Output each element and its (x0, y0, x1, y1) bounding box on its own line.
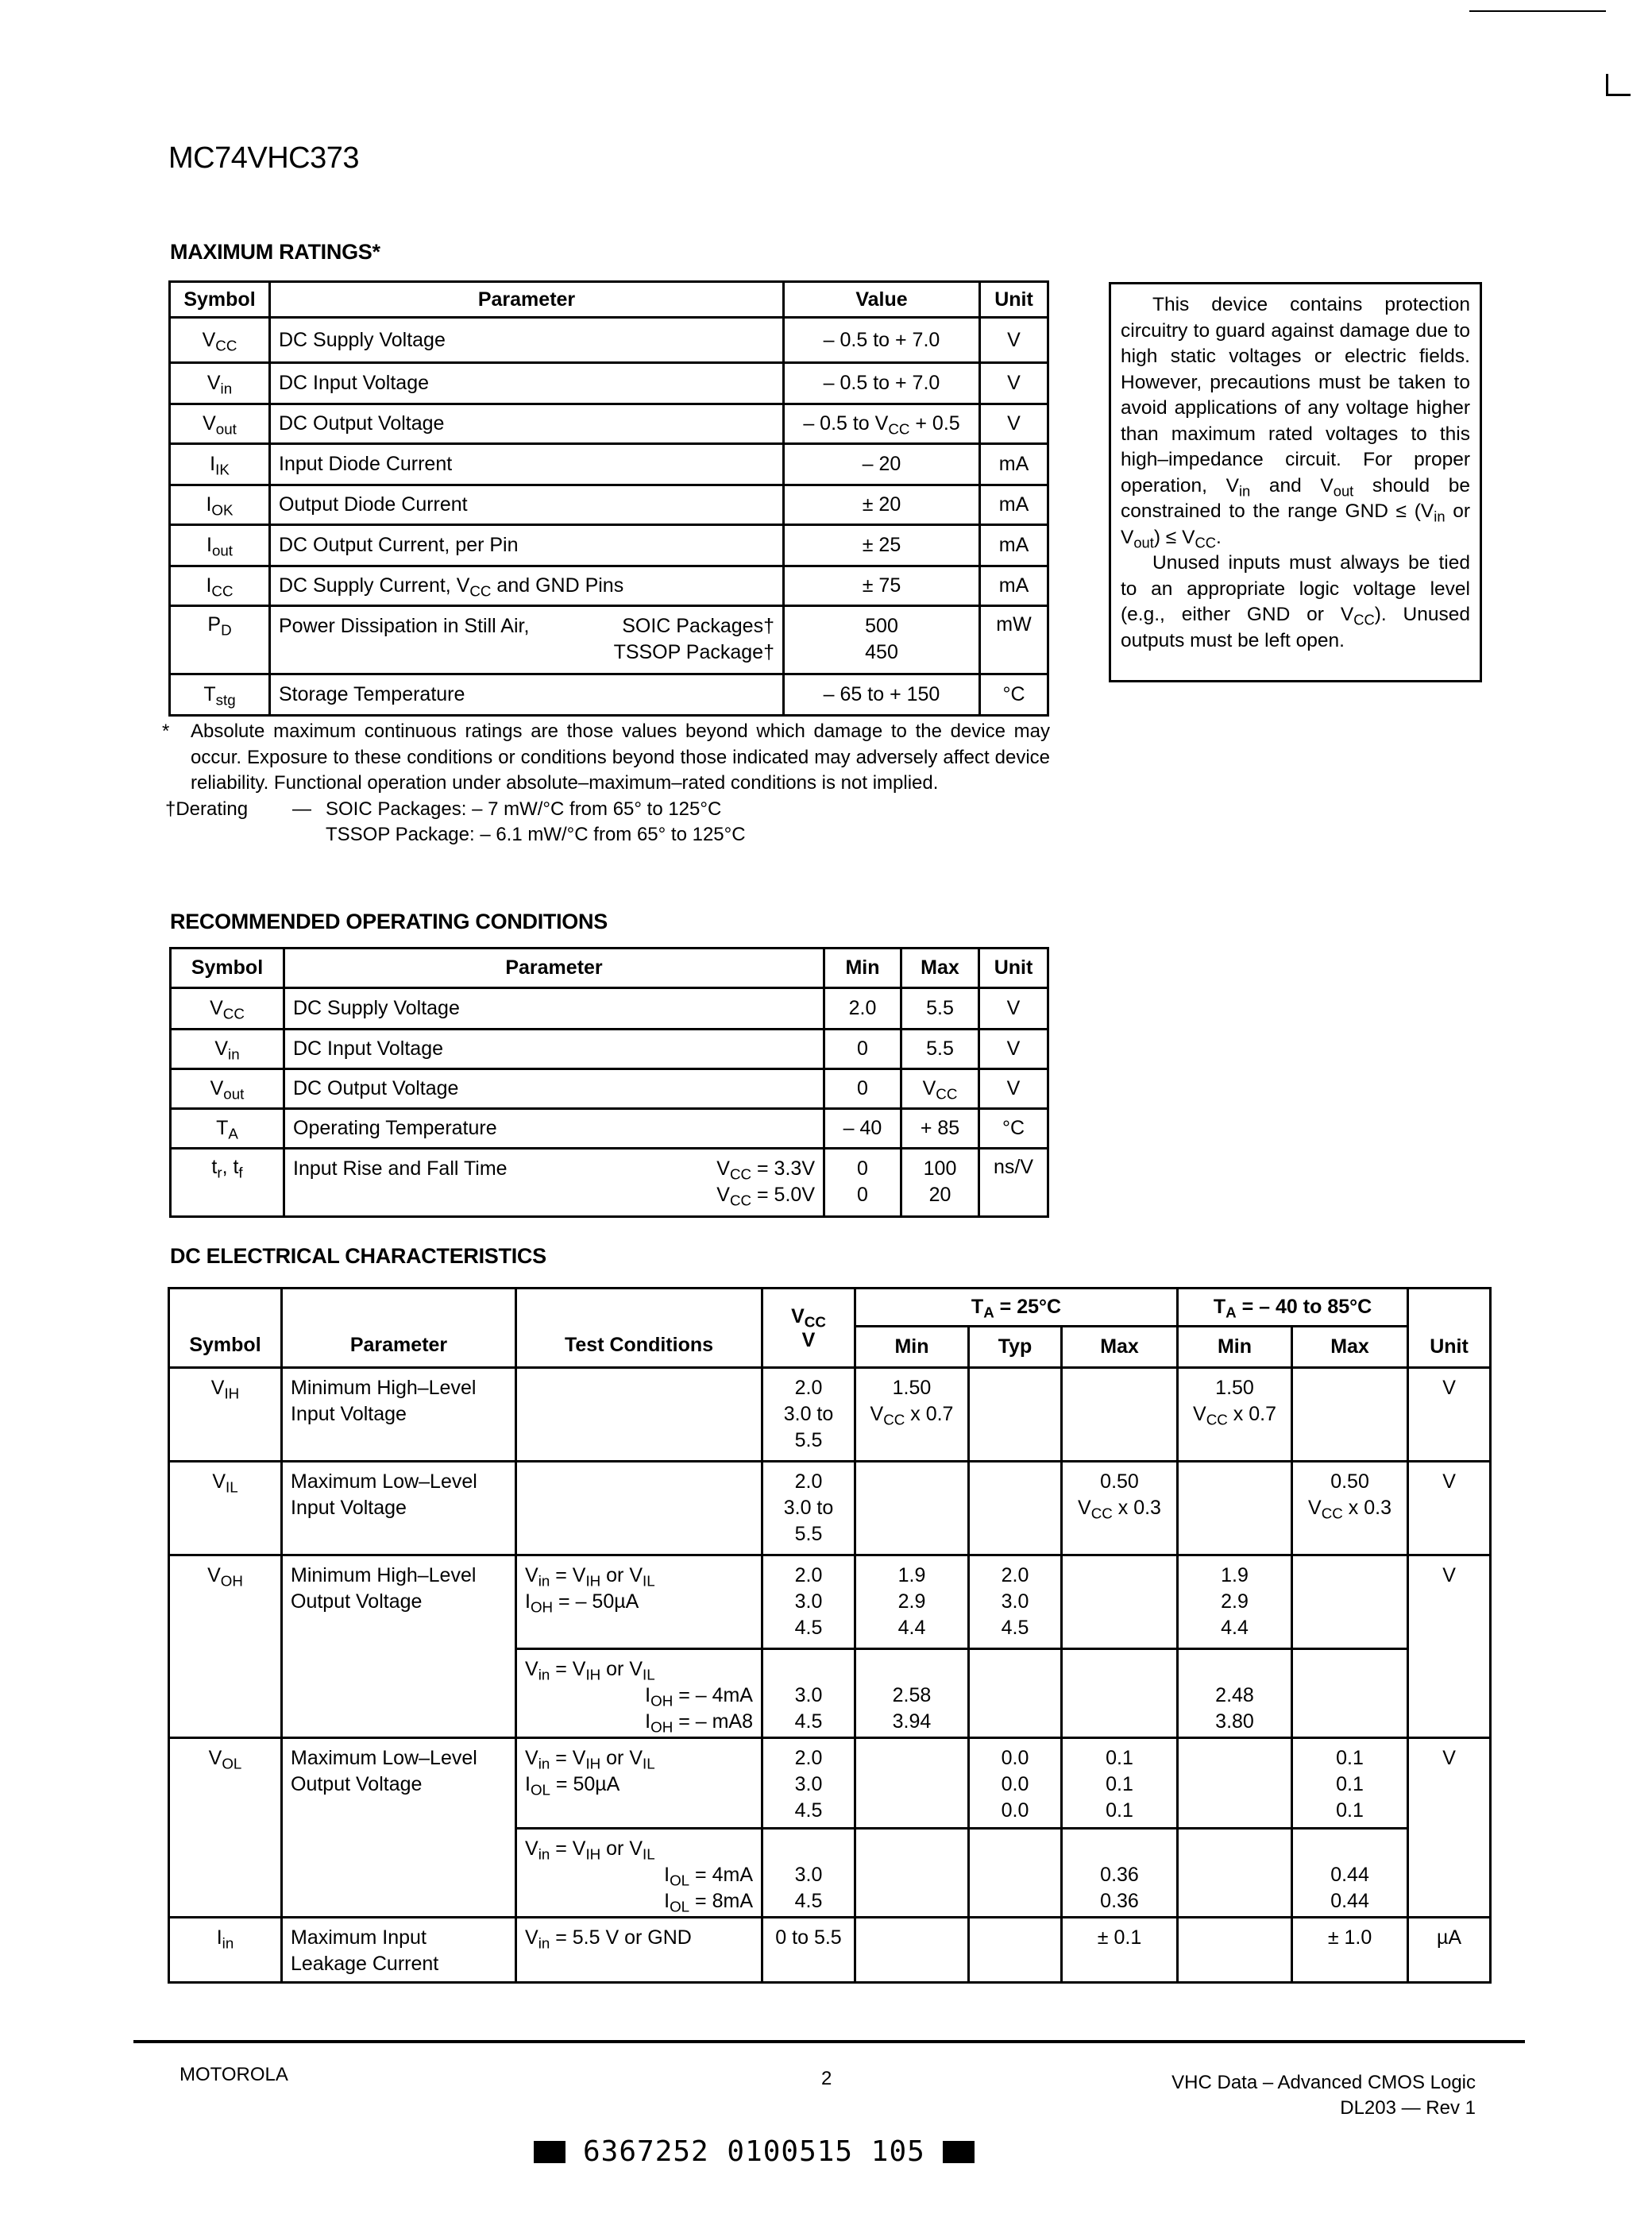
vcc-cell: 0 to 5.5 (762, 1918, 855, 1983)
col-header-symbol: Symbol (169, 1289, 282, 1368)
symbol-cell: $I_{in}$ (169, 1918, 282, 1983)
footer-doc-info (1171, 2070, 1476, 2121)
esd-paragraph-2: Unused inputs must always be tied to an appropriate logic voltage level (e.g., either GND or $V_{CC}$). Unused outputs must be left open. (1121, 552, 1471, 651)
max-cell: 100 20 (901, 1149, 979, 1217)
symbol-cell: $V_{IH}$ (169, 1368, 282, 1462)
vcc-cell: 2.0 3.0 to 5.5 (762, 1462, 855, 1555)
unit-cell: mA (980, 485, 1048, 525)
symbol-cell: $V_{OH}$ (169, 1555, 282, 1738)
min-range-cell (1178, 1829, 1292, 1918)
unit-cell: V (979, 988, 1048, 1030)
parameter-cell: Maximum Low–Level Output Voltage (282, 1738, 516, 1918)
min-cell: 1.9 2.9 4.4 (855, 1555, 969, 1649)
test-cell (516, 1368, 762, 1462)
col-header-max-25: Max (1062, 1327, 1178, 1368)
parameter-cell: DC Input Voltage (270, 363, 784, 404)
parameter-cell: Output Diode Current (270, 485, 784, 525)
max-range-cell (1292, 1649, 1408, 1738)
unit-cell: V (979, 1030, 1048, 1069)
scan-barcode (534, 2135, 975, 2168)
value-cell: – 0.5 to $V_{CC} + 0.5$ (784, 404, 980, 444)
parameter-cell: DC Input Voltage (284, 1030, 824, 1069)
vcc-cell: 2.0 3.0 4.5 (762, 1555, 855, 1649)
value-cell: ± 75 (784, 566, 980, 606)
max-cell: + 85 (901, 1109, 979, 1149)
unit-cell: °C (979, 1109, 1048, 1149)
col-header-typ-25: Typ (969, 1327, 1062, 1368)
parameter-cell: DC Supply Voltage (270, 318, 784, 363)
min-range-cell (1178, 1918, 1292, 1983)
table-row (171, 1030, 1048, 1069)
test-cell: $V_{in} = V_{IH}$ or $V_{IL}$ $I_{OH}$ = – 50µA (516, 1555, 762, 1649)
barcode-block-icon (943, 2141, 975, 2163)
table-row (170, 606, 1048, 674)
col-header-min-range: Min (1178, 1327, 1292, 1368)
symbol-cell: $T_{stg}$ (170, 674, 270, 716)
min-cell (855, 1738, 969, 1829)
min-cell (855, 1829, 969, 1918)
test-cell: $V_{in} = V_{IH}$ or $V_{IL}$ $I_{OH}$ = – 4mA $I_{OH}$ = – mA8 (516, 1649, 762, 1738)
table-row (170, 674, 1048, 716)
footer-revision: DL203 — Rev 1 (1340, 2097, 1476, 2119)
parameter-cell: DC Output Current, per Pin (270, 525, 784, 566)
col-header-test-conditions: Test Conditions (516, 1289, 762, 1368)
col-header-parameter: Parameter (270, 282, 784, 318)
footer-page-number: 2 (821, 2068, 832, 2089)
table-row-vil (169, 1462, 1491, 1555)
max-ratings-footnotes (162, 719, 1050, 848)
table-row (170, 363, 1048, 404)
unit-cell: V (980, 404, 1048, 444)
table-row (170, 404, 1048, 444)
table-row (170, 318, 1048, 363)
col-header-unit: Unit (1408, 1289, 1491, 1368)
col-header-vcc: $V_{CC}$ V (762, 1289, 855, 1368)
col-header-parameter: Parameter (284, 949, 824, 988)
col-header-symbol: Symbol (170, 282, 270, 318)
table-row (171, 988, 1048, 1030)
max-range-cell: ± 1.0 (1292, 1918, 1408, 1983)
derating-note: †Derating — SOIC Packages: – 7 mW/°C from 65° to 125°C (168, 797, 1050, 823)
symbol-cell: $V_{OL}$ (169, 1738, 282, 1918)
value-cell: ± 25 (784, 525, 980, 566)
parameter-cell: Power Dissipation in Still Air, SOIC Packages† TSSOP Package† (270, 606, 784, 674)
col-header-max-range: Max (1292, 1327, 1408, 1368)
symbol-cell: $I_{CC}$ (170, 566, 270, 606)
footnote-asterisk: * (162, 721, 170, 742)
col-group-ta-range: $T_A$ = – 40 to 85°C (1178, 1289, 1408, 1327)
max-range-cell: 0.50 $V_{CC}$ x 0.3 (1292, 1462, 1408, 1555)
unit-cell: V (979, 1069, 1048, 1109)
parameter-cell: DC Supply Voltage (284, 988, 824, 1030)
test-cell: $V_{in} = V_{IH}$ or $V_{IL}$ $I_{OL} = 50\mu A$ (516, 1738, 762, 1829)
table-row (171, 1109, 1048, 1149)
parameter-cell: Operating Temperature (284, 1109, 824, 1149)
vcc-cell: 3.0 4.5 (762, 1649, 855, 1738)
table-row-vol (169, 1738, 1491, 1829)
value-cell: – 0.5 to + 7.0 (784, 318, 980, 363)
symbol-cell: $V_{out}$ (171, 1069, 284, 1109)
max-range-cell: 0.1 0.1 0.1 (1292, 1738, 1408, 1829)
max-range-cell (1292, 1368, 1408, 1462)
typ-cell (969, 1918, 1062, 1983)
col-header-min: Min (824, 949, 901, 988)
max-cell: ± 0.1 (1062, 1918, 1178, 1983)
table-header-row (169, 1289, 1491, 1327)
table-row-voh (169, 1555, 1491, 1649)
col-header-unit: Unit (979, 949, 1048, 988)
min-range-cell (1178, 1738, 1292, 1829)
test-cell: $V_{in} = 5.5$ V or GND (516, 1918, 762, 1983)
scan-edge-line (1469, 10, 1606, 12)
max-ratings-heading: MAXIMUM RATINGS* (170, 240, 380, 264)
max-cell: 5.5 (901, 1030, 979, 1069)
parameter-cell: Input Rise and Fall Time $V_{CC} = 3.3V$ $V_{CC} = 5.0V$ (284, 1149, 824, 1217)
esd-protection-note (1109, 282, 1482, 682)
value-cell: – 20 (784, 444, 980, 485)
table-row (171, 1149, 1048, 1217)
parameter-cell: Minimum High–Level Output Voltage (282, 1555, 516, 1738)
parameter-cell: Minimum High–Level Input Voltage (282, 1368, 516, 1462)
unit-cell: V (1408, 1368, 1491, 1462)
max-range-cell (1292, 1555, 1408, 1649)
unit-cell: µA (1408, 1918, 1491, 1983)
min-range-cell: 2.48 3.80 (1178, 1649, 1292, 1738)
unit-cell: mW (980, 606, 1048, 674)
symbol-cell: $I_{OK}$ (170, 485, 270, 525)
max-cell: $V_{CC}$ (901, 1069, 979, 1109)
typ-cell: 0.0 0.0 0.0 (969, 1738, 1062, 1829)
col-header-value: Value (784, 282, 980, 318)
unit-cell: ns/V (979, 1149, 1048, 1217)
test-cell: $V_{in} = V_{IH}$ or $V_{IL}$ $I_{OL} = 4mA$ $I_{OL} = 8mA$ (516, 1829, 762, 1918)
col-header-symbol: Symbol (171, 949, 284, 988)
unit-cell: V (980, 363, 1048, 404)
parameter-cell: DC Output Voltage (284, 1069, 824, 1109)
parameter-cell: DC Supply Current, $V_{CC}$ and GND Pins (270, 566, 784, 606)
unit-cell: V (1408, 1462, 1491, 1555)
table-row (170, 485, 1048, 525)
col-header-unit: Unit (980, 282, 1048, 318)
symbol-cell: $V_{in}$ (170, 363, 270, 404)
derating-tssop: TSSOP Package: – 6.1 mW/°C from 65° to 125°C (326, 824, 746, 845)
typ-cell: 2.0 3.0 4.5 (969, 1555, 1062, 1649)
unit-cell: V (1408, 1738, 1491, 1918)
vcc-cell: 2.0 3.0 4.5 (762, 1738, 855, 1829)
test-cell (516, 1462, 762, 1555)
barcode-number: 6367252 0100515 105 (583, 2135, 925, 2168)
symbol-cell: $T_A$ (171, 1109, 284, 1149)
unit-cell: V (1408, 1555, 1491, 1738)
min-cell: – 40 (824, 1109, 901, 1149)
value-cell: ± 20 (784, 485, 980, 525)
min-cell: 0 (824, 1030, 901, 1069)
table-row (170, 444, 1048, 485)
symbol-cell: $V_{IL}$ (169, 1462, 282, 1555)
vcc-cell: 2.0 3.0 to 5.5 (762, 1368, 855, 1462)
parameter-cell: Maximum Low–Level Input Voltage (282, 1462, 516, 1555)
vcc-cell: 3.0 4.5 (762, 1829, 855, 1918)
min-range-cell: 1.9 2.9 4.4 (1178, 1555, 1292, 1649)
dc-char-heading: DC ELECTRICAL CHARACTERISTICS (170, 1244, 546, 1268)
min-cell (855, 1918, 969, 1983)
col-header-min-25: Min (855, 1327, 969, 1368)
symbol-cell: $I_{IK}$ (170, 444, 270, 485)
symbol-cell: $V_{CC}$ (171, 988, 284, 1030)
table-row (170, 525, 1048, 566)
unit-cell: mA (980, 444, 1048, 485)
max-cell: 5.5 (901, 988, 979, 1030)
unit-cell: mA (980, 525, 1048, 566)
rec-op-table (169, 947, 1049, 1218)
max-range-cell: 0.44 0.44 (1292, 1829, 1408, 1918)
parameter-cell: Maximum Input Leakage Current (282, 1918, 516, 1983)
footnote-text: Absolute maximum continuous ratings are those values beyond which damage to the device may occur. Exposure to these conditions or conditions beyond those indicated may adversely affect device reliability. Functional operation under absolute–maximum–rated conditions is not implied. (191, 721, 1050, 794)
max-cell (1062, 1555, 1178, 1649)
max-cell: 0.1 0.1 0.1 (1062, 1738, 1178, 1829)
typ-cell (969, 1368, 1062, 1462)
min-cell: 1.50 $V_{CC}$ x 0.7 (855, 1368, 969, 1462)
symbol-cell: $P_D$ (170, 606, 270, 674)
esd-paragraph-1: This device contains protection circuitry to guard against damage due to high static voltages or electric fields. However, precautions must be taken to avoid applications of any voltage higher than maximum rated voltages to this high–impedance circuit. For proper operation, $V_{in}$ and $V_{out}$ should be constrained to the range GND ≤ ($V_{in}$ or $V_{out}) \le V_{CC}$. (1121, 294, 1471, 551)
symbol-cell: $V_{out}$ (170, 404, 270, 444)
min-cell: 0 (824, 1069, 901, 1109)
symbol-cell: $V_{CC}$ (170, 318, 270, 363)
max-cell (1062, 1368, 1178, 1462)
min-cell: 0 0 (824, 1149, 901, 1217)
unit-cell: °C (980, 674, 1048, 716)
barcode-block-icon (534, 2141, 565, 2163)
col-group-ta-25: $T_A = 25^\circ C$ (855, 1289, 1178, 1327)
value-cell: – 0.5 to + 7.0 (784, 363, 980, 404)
parameter-cell: DC Output Voltage (270, 404, 784, 444)
footer-company: MOTOROLA (179, 2064, 288, 2085)
col-header-max: Max (901, 949, 979, 988)
footer-rule (133, 2040, 1525, 2043)
unit-cell: V (980, 318, 1048, 363)
table-row-vih (169, 1368, 1491, 1462)
typ-cell (969, 1829, 1062, 1918)
typ-cell (969, 1649, 1062, 1738)
max-cell: 0.36 0.36 (1062, 1829, 1178, 1918)
col-header-parameter: Parameter (282, 1289, 516, 1368)
dc-char-table (168, 1287, 1492, 1984)
max-cell: 0.50 $V_{CC}$ x 0.3 (1062, 1462, 1178, 1555)
table-row (170, 566, 1048, 606)
symbol-cell: $V_{in}$ (171, 1030, 284, 1069)
derating-soic: SOIC Packages: – 7 mW/°C from 65° to 125°C (326, 798, 722, 820)
max-cell (1062, 1649, 1178, 1738)
min-cell: 2.58 3.94 (855, 1649, 969, 1738)
crop-mark-icon (1606, 74, 1631, 96)
value-cell: 500 450 (784, 606, 980, 674)
typ-cell (969, 1462, 1062, 1555)
value-cell: – 65 to + 150 (784, 674, 980, 716)
parameter-cell: Storage Temperature (270, 674, 784, 716)
max-ratings-table (168, 280, 1049, 717)
min-range-cell: 1.50 $V_{CC}$ x 0.7 (1178, 1368, 1292, 1462)
table-header-row (170, 282, 1048, 318)
table-row-iin (169, 1918, 1491, 1983)
min-cell (855, 1462, 969, 1555)
symbol-cell: $I_{out}$ (170, 525, 270, 566)
unit-cell: mA (980, 566, 1048, 606)
table-row (171, 1069, 1048, 1109)
min-cell: 2.0 (824, 988, 901, 1030)
rec-op-heading: RECOMMENDED OPERATING CONDITIONS (170, 910, 608, 933)
table-header-row (171, 949, 1048, 988)
page-title: MC74VHC373 (168, 141, 359, 175)
symbol-cell: $t_r$, $t_f$ (171, 1149, 284, 1217)
min-range-cell (1178, 1462, 1292, 1555)
parameter-cell: Input Diode Current (270, 444, 784, 485)
footer-series: VHC Data – Advanced CMOS Logic (1171, 2072, 1476, 2093)
